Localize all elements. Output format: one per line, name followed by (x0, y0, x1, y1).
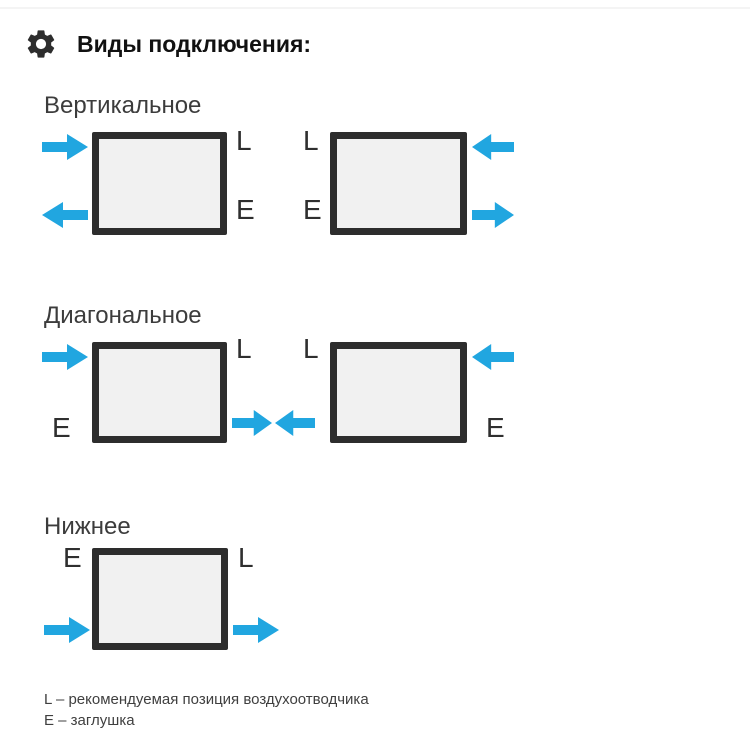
vent-position-letter: L (236, 333, 252, 364)
legend-vent-line: L – рекомендуемая позиция воздухоотводчика (44, 691, 369, 708)
legend-plug-line: E – заглушка (44, 712, 135, 729)
vent-position-letter: L (303, 333, 319, 364)
section-label-bottom: Нижнее (44, 513, 131, 540)
plug-position-letter: E (236, 194, 255, 225)
radiator-rect (330, 342, 467, 443)
plug-position-letter: E (52, 412, 71, 443)
arrow-left-icon (472, 344, 514, 370)
arrow-right-icon (42, 134, 88, 160)
arrow-left-icon (472, 134, 514, 160)
plug-position-letter: E (486, 412, 505, 443)
arrow-right-icon (44, 617, 90, 643)
section-label-vertical: Вертикальное (44, 92, 202, 119)
arrow-left-icon (42, 202, 88, 228)
top-divider (0, 7, 750, 9)
vent-position-letter: L (303, 125, 319, 156)
arrow-right-icon (232, 410, 272, 436)
vent-position-letter: L (236, 125, 252, 156)
page-title: Виды подключения: (77, 31, 312, 57)
vent-position-letter: L (238, 542, 254, 573)
radiator-rect (330, 132, 467, 235)
plug-position-letter: E (303, 194, 322, 225)
arrow-right-icon (472, 202, 514, 228)
radiator-rect (92, 548, 228, 650)
radiator-rect (92, 342, 227, 443)
arrow-left-icon (275, 410, 315, 436)
gear-icon (24, 27, 58, 61)
plug-position-letter: E (63, 542, 82, 573)
arrow-right-icon (42, 344, 88, 370)
arrow-right-icon (233, 617, 279, 643)
radiator-rect (92, 132, 227, 235)
section-label-diagonal: Диагональное (44, 302, 202, 329)
